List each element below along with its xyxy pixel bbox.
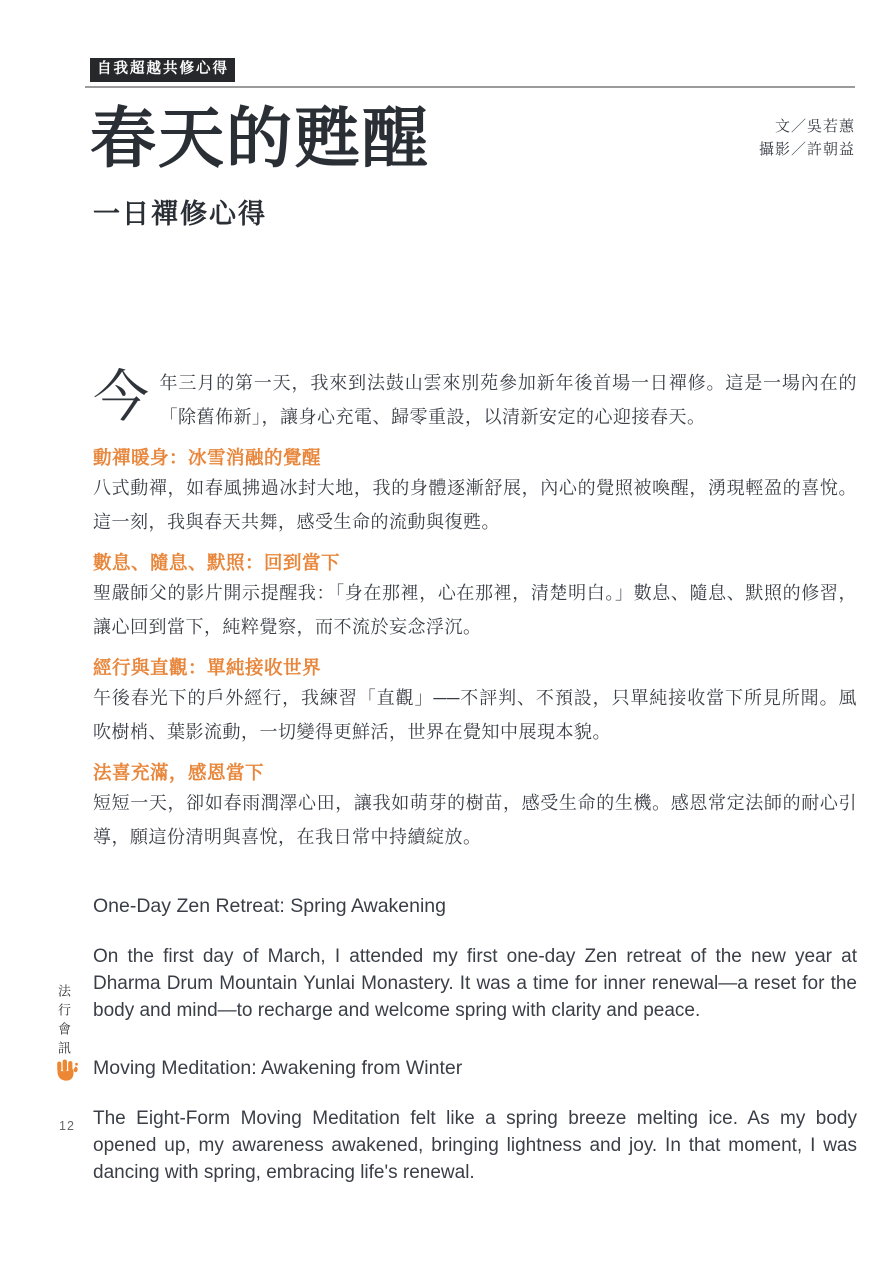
article-section (93, 655, 857, 749)
lead-paragraph (93, 366, 857, 434)
section-body: 八式動禪，如春風拂過冰封大地，我的身體逐漸舒展，內心的覺照被喚醒，湧現輕盈的喜悅。這一刻，我與春天共舞，感受生命的流動與復甦。 (93, 478, 857, 532)
journal-name-vertical: 法行會訊 (56, 984, 71, 1060)
page-number: 12 (59, 1119, 75, 1133)
section-heading: 動禪暖身：冰雪消融的覺醒 (93, 447, 322, 468)
english-paragraph: The Eight-Form Moving Meditation felt like a spring breeze melting ice. As my body opened up, my awareness awakened, bringing lightness and joy. In that moment, I was dancing with spring, embracing life's renewal. (93, 1108, 857, 1183)
byline (759, 115, 855, 161)
article-section (93, 760, 857, 854)
english-title: One-Day Zen Retreat: Spring Awakening (93, 895, 446, 917)
english-subtitle: Moving Meditation: Awakening from Winter (93, 1057, 463, 1079)
page-subtitle: 一日禪修心得 (93, 199, 267, 229)
page-title: 春天的甦醒 (90, 103, 430, 176)
header-divider (85, 86, 855, 88)
hand-logo-icon (55, 1057, 82, 1084)
section-heading: 法喜充滿，感恩當下 (93, 762, 265, 783)
byline-author: 文／吳若蕙 (774, 118, 855, 135)
byline-photographer: 攝影／許朝益 (758, 141, 855, 158)
section-heading: 經行與直觀：單純接收世界 (93, 657, 322, 678)
article-section (93, 550, 857, 644)
english-paragraph: On the first day of March, I attended my first one-day Zen retreat of the new year at Dharma Drum Mountain Yunlai Monastery. It was a time for inner renewal—a reset for the body and mind—to recharge and welcome spring with clarity and peace. (93, 946, 857, 1021)
drop-cap: 今 (93, 365, 150, 428)
section-tag: 自我超越共修心得 (90, 58, 235, 82)
section-body: 短短一天，卻如春雨潤澤心田，讓我如萌芽的樹苗，感受生命的生機。感恩常定法師的耐心引導，願這份清明與喜悅，在我日常中持續綻放。 (93, 793, 857, 847)
article-column (93, 366, 857, 1186)
article-section (93, 445, 857, 539)
lead-paragraph-text: 年三月的第一天，我來到法鼓山雲來別苑參加新年後首場一日禪修。這是一場內在的「除舊佈新」，讓身心充電、歸零重設，以清新安定的心迎接春天。 (159, 373, 857, 427)
section-heading: 數息、隨息、默照：回到當下 (93, 552, 341, 573)
section-body: 午後春光下的戶外經行，我練習「直觀」──不評判、不預設，只單純接收當下所見所聞。風吹樹梢、葉影流動，一切變得更鮮活，世界在覺知中展現本貌。 (93, 688, 857, 742)
section-body: 聖嚴師父的影片開示提醒我：「身在那裡，心在那裡，清楚明白。」數息、隨息、默照的修習，讓心回到當下，純粹覺察，而不流於妄念浮沉。 (93, 583, 857, 637)
